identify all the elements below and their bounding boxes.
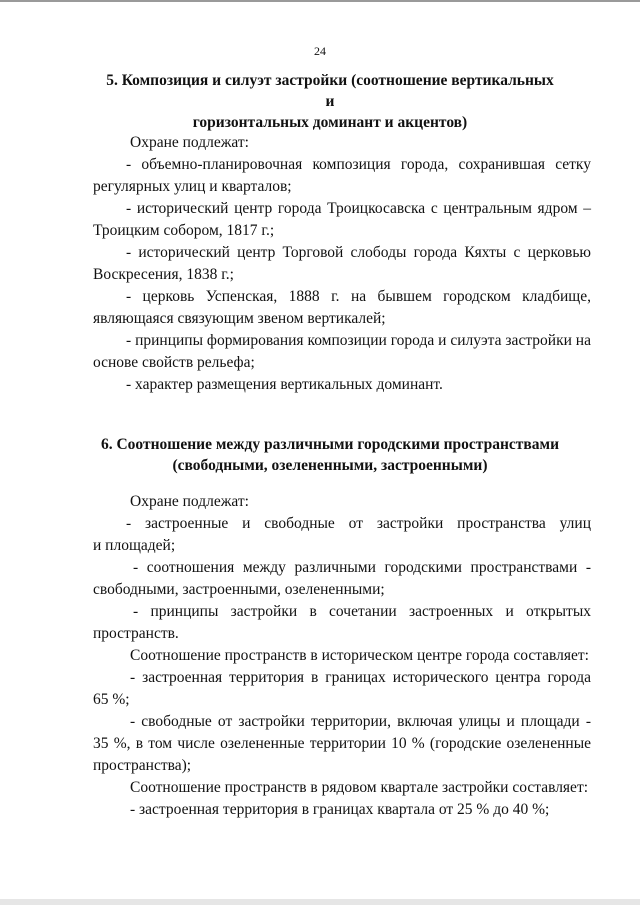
section-6-heading-line-2: (свободными, озелененными, застроенными) [172,457,488,474]
center-ratio-item-2-line-2: 35 %, в том числе озелененные территории 10 % (городские озелененные [93,735,591,752]
section-5-item-3-line-2: Воскресения, 1838 г.; [93,266,234,283]
section-6-item-3-line-1: - принципы застройки в сочетании застроенных и открытых [133,603,591,620]
section-5-heading-line-1: 5. Композиция и силуэт застройки (соотношение вертикальных и [106,72,554,110]
section-6-item-2-line-1: - соотношения между различными городскими пространствами - [133,559,591,576]
section-6-item-1-line-1: - застроенные и свободные от застройки пространства улиц [126,515,591,532]
page-number: 24 [314,44,326,58]
section-5-item-4-line-1: - церковь Успенская, 1888 г. на бывшем городском кладбище, [126,288,591,305]
section-5-item-2-line-1: - исторический центр города Троицкосавска с центральным ядром – [126,200,591,217]
section-5-item-5-line-2: основе свойств рельефа; [93,354,255,371]
section-5-heading-line-2: горизонтальных доминант и акцентов) [192,114,468,131]
center-ratio-intro: Соотношение пространств в историческом центре города составляет: [130,647,589,664]
block-ratio-item-1: - застроенная территория в границах квартала от 25 % до 40 %; [130,801,550,818]
section-5-item-4-line-2: являющаяся связующим звеном вертикалей; [93,310,386,327]
section-5-item-2-line-2: Троицким собором, 1817 г.; [93,222,275,239]
section-6-heading [100,434,560,476]
section-5-item-1-line-2: регулярных улиц и кварталов; [93,178,292,195]
section-5-heading [100,70,560,133]
block-ratio-intro: Соотношение пространств в рядовом квартале застройки составляет: [130,779,589,796]
center-ratio-item-1-line-1: - застроенная территория в границах исторического центра города [130,669,591,686]
section-6-item-3-line-2: пространств. [93,625,179,642]
section-5-item-1-line-1: - объемно-планировочная композиция города, сохранившая сетку [126,156,591,173]
section-5-intro: Охране подлежат: [130,134,249,151]
center-ratio-item-2-line-1: - свободные от застройки территории, включая улицы и площади - [130,713,591,730]
center-ratio-item-1-line-2: 65 %; [93,691,130,708]
section-6-intro: Охране подлежат: [130,493,249,510]
page-top-edge [0,0,640,2]
section-5-item-6: - характер размещения вертикальных доминант. [126,376,443,393]
page-bottom-edge [0,899,640,905]
section-5-item-5-line-1: - принципы формирования композиции города и силуэта застройки на [126,332,591,349]
section-6-heading-line-1: 6. Соотношение между различными городскими пространствами [100,436,560,453]
section-6-item-2-line-2: свободными, застроенными, озелененными; [93,581,385,598]
section-6-item-1-line-2: и площадей; [93,537,176,554]
center-ratio-item-2-line-3: пространства); [93,757,192,774]
section-5-item-3-line-1: - исторический центр Торговой слободы города Кяхты с церковью [126,244,591,261]
